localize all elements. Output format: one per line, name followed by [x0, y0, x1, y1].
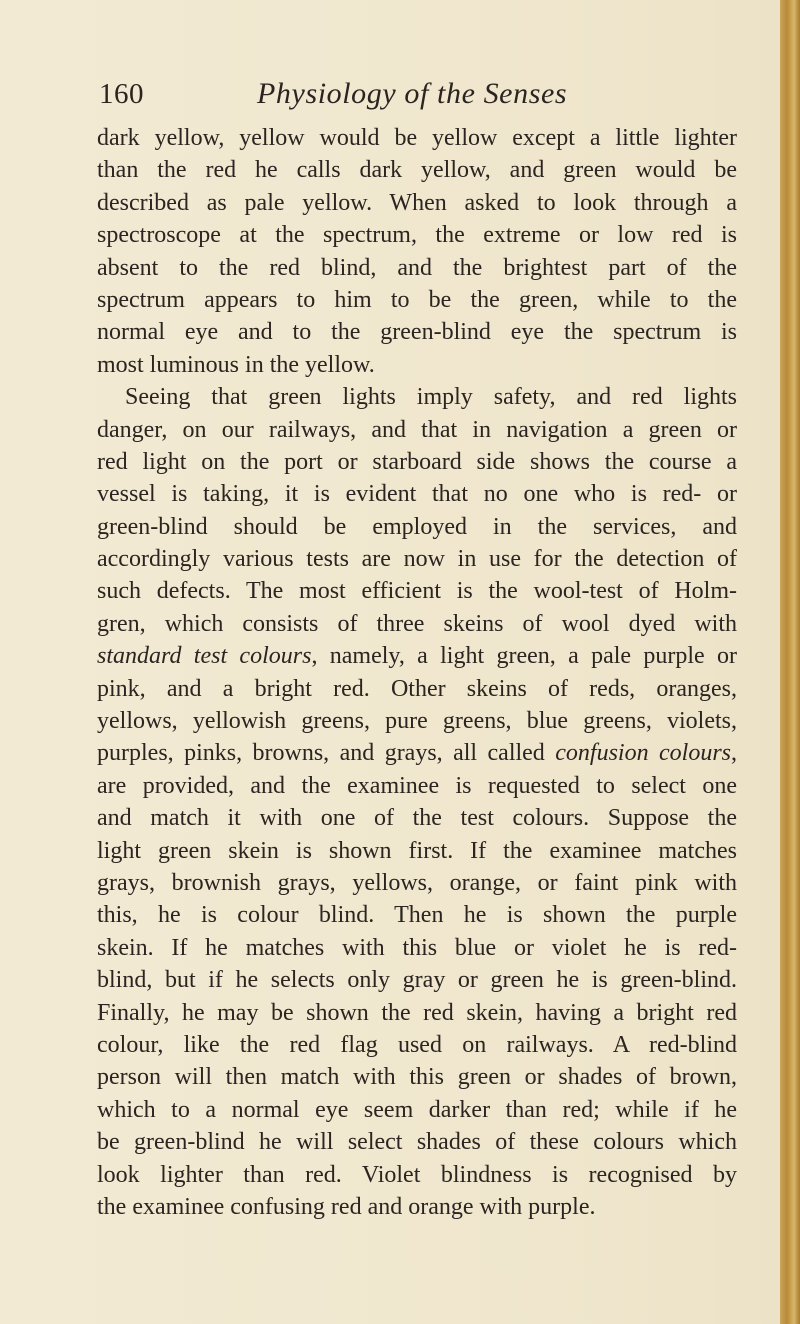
- text-line: the examinee confusing red and orange with purple.: [97, 1193, 596, 1220]
- page-header: [99, 76, 739, 116]
- text-line: absent to the red blind, and the brightest part of the: [97, 254, 737, 281]
- italic-term: confusion colours: [555, 740, 732, 767]
- text-line: [97, 737, 737, 769]
- text-line: green-blind should be employed in the services, and: [97, 513, 737, 540]
- text-line: most luminous in the yellow.: [97, 351, 375, 378]
- page-number: 160: [99, 78, 144, 110]
- text-line: vessel is taking, it is evident that no one who is red- or: [97, 481, 737, 508]
- text-line: be green-blind he will select shades of these colours which: [97, 1129, 737, 1156]
- text-line: pink, and a bright red. Other skeins of reds, oranges,: [97, 675, 737, 702]
- text-line: look lighter than red. Violet blindness is recognised by: [97, 1161, 737, 1188]
- running-title: Physiology of the Senses: [257, 77, 568, 110]
- text-line: spectrum appears to him to be the green, while to the: [97, 286, 737, 313]
- text-line: light green skein is shown first. If the examinee matches: [97, 837, 737, 864]
- text-line: which to a normal eye seem darker than red; while if he: [97, 1096, 737, 1123]
- text-line: Seeing that green lights imply safety, and red lights: [125, 384, 737, 411]
- italic-term: standard test colours: [97, 643, 312, 670]
- text-line: described as pale yellow. When asked to look through a: [97, 189, 737, 216]
- text-line: this, he is colour blind. Then he is shown the purple: [97, 902, 737, 929]
- text-line: accordingly various tests are now in use for the detection of: [97, 546, 737, 573]
- text-line: [97, 640, 737, 672]
- text-line: such defects. The most efficient is the wool-test of Holm-: [97, 578, 737, 605]
- text-line: dark yellow, yellow would be yellow except a little lighter: [97, 125, 737, 151]
- page-edge-binding: [780, 0, 800, 1324]
- text-line: Finally, he may be shown the red skein, having a bright red: [97, 999, 737, 1026]
- text-run: purples, pinks, browns, and grays, all called: [97, 740, 556, 767]
- text-line: normal eye and to the green-blind eye the spectrum is: [97, 319, 737, 346]
- text-line: grays, brownish grays, yellows, orange, or faint pink with: [97, 869, 737, 896]
- text-line: person will then match with this green or shades of brown,: [97, 1064, 737, 1091]
- text-line: than the red he calls dark yellow, and green would be: [97, 157, 737, 184]
- text-line: red light on the port or starboard side shows the course a: [97, 448, 737, 475]
- text-run: ,: [731, 740, 738, 767]
- text-line: and match it with one of the test colours. Suppose the: [97, 805, 737, 832]
- body-text: [97, 122, 737, 1223]
- text-run: , namely, a light green, a pale purple or: [311, 643, 737, 670]
- text-line: danger, on our railways, and that in navigation a green or: [97, 416, 737, 443]
- text-line: gren, which consists of three skeins of wool dyed with: [97, 610, 737, 637]
- text-line: spectroscope at the spectrum, the extreme or low red is: [97, 222, 737, 249]
- text-line: blind, but if he selects only gray or green he is green-blind.: [97, 967, 737, 994]
- text-line: colour, like the red flag used on railways. A red-blind: [97, 1031, 737, 1058]
- text-line: are provided, and the examinee is requested to select one: [97, 772, 737, 799]
- text-line: skein. If he matches with this blue or violet he is red-: [97, 934, 737, 961]
- text-line: yellows, yellowish greens, pure greens, blue greens, violets,: [97, 708, 737, 735]
